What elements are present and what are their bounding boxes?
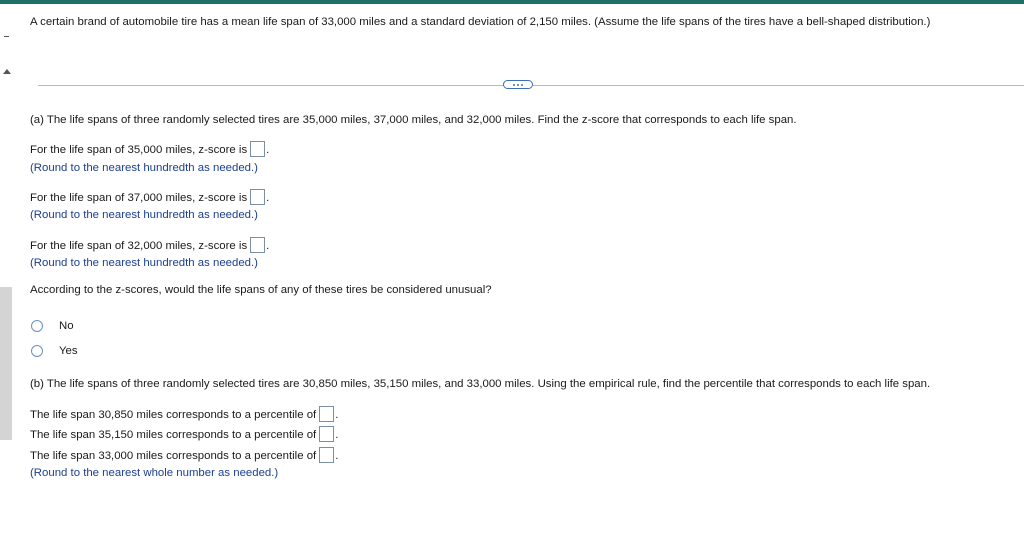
unusual-question: According to the z-scores, would the life spans of any of these tires be considered unusual? bbox=[30, 284, 492, 296]
period: . bbox=[335, 450, 339, 463]
problem-intro: A certain brand of automobile tire has a mean life span of 33,000 miles and a standard deviation of 2,150 miles. (Assume the life spans of the tires have a bell-shaped distribution.) bbox=[30, 16, 931, 28]
period: . bbox=[266, 144, 270, 157]
scroll-up-arrow-icon[interactable] bbox=[3, 69, 11, 74]
part-b-hint: (Round to the nearest whole number as needed.) bbox=[30, 467, 279, 479]
part-a-item-3 bbox=[30, 238, 269, 254]
part-b-item-3 bbox=[30, 448, 338, 464]
z-score-35000-input[interactable] bbox=[250, 141, 265, 157]
expand-more-button[interactable] bbox=[503, 80, 533, 89]
part-a-question: (a) The life spans of three randomly selected tires are 35,000 miles, 37,000 miles, and 32,000 miles. Find the z-score that corresponds to each life span. bbox=[30, 114, 797, 126]
radio-no[interactable] bbox=[31, 320, 43, 332]
part-b-question: (b) The life spans of three randomly selected tires are 30,850 miles, 35,150 miles, and 33,000 miles. Using the empirical rule, find the percentile that corresponds to each life span. bbox=[30, 378, 931, 390]
z-score-37000-input[interactable] bbox=[250, 189, 265, 205]
percentile-35150-input[interactable] bbox=[319, 426, 334, 442]
part-b-item-2-label: The life span 35,150 miles corresponds to a percentile of bbox=[30, 429, 317, 442]
part-a-item-1 bbox=[30, 142, 269, 158]
scrollbar-thumb[interactable] bbox=[0, 287, 12, 440]
ellipsis-icon bbox=[513, 84, 523, 86]
part-a-item-2 bbox=[30, 190, 269, 206]
part-a-item-3-hint: (Round to the nearest hundredth as needed.) bbox=[30, 257, 258, 269]
radio-yes[interactable] bbox=[31, 345, 43, 357]
part-a-item-3-label: For the life span of 32,000 miles, z-score is bbox=[30, 240, 248, 253]
percentile-30850-input[interactable] bbox=[319, 406, 334, 422]
option-yes-label[interactable]: Yes bbox=[59, 345, 78, 357]
part-a-item-2-label: For the life span of 37,000 miles, z-score is bbox=[30, 192, 248, 205]
period: . bbox=[266, 192, 270, 205]
part-b-item-1 bbox=[30, 407, 338, 423]
z-score-32000-input[interactable] bbox=[250, 237, 265, 253]
sidebar-collapse-dash[interactable] bbox=[4, 36, 9, 37]
part-a-item-2-hint: (Round to the nearest hundredth as needed.) bbox=[30, 209, 258, 221]
part-a-item-1-hint: (Round to the nearest hundredth as needed.) bbox=[30, 162, 258, 174]
part-b-item-2 bbox=[30, 427, 338, 443]
top-accent-bar bbox=[0, 0, 1024, 4]
percentile-33000-input[interactable] bbox=[319, 447, 334, 463]
part-b-item-1-label: The life span 30,850 miles corresponds to a percentile of bbox=[30, 409, 317, 422]
period: . bbox=[266, 240, 270, 253]
part-b-item-3-label: The life span 33,000 miles corresponds to a percentile of bbox=[30, 450, 317, 463]
option-no-label[interactable]: No bbox=[59, 320, 74, 332]
period: . bbox=[335, 429, 339, 442]
part-a-item-1-label: For the life span of 35,000 miles, z-score is bbox=[30, 144, 248, 157]
period: . bbox=[335, 409, 339, 422]
